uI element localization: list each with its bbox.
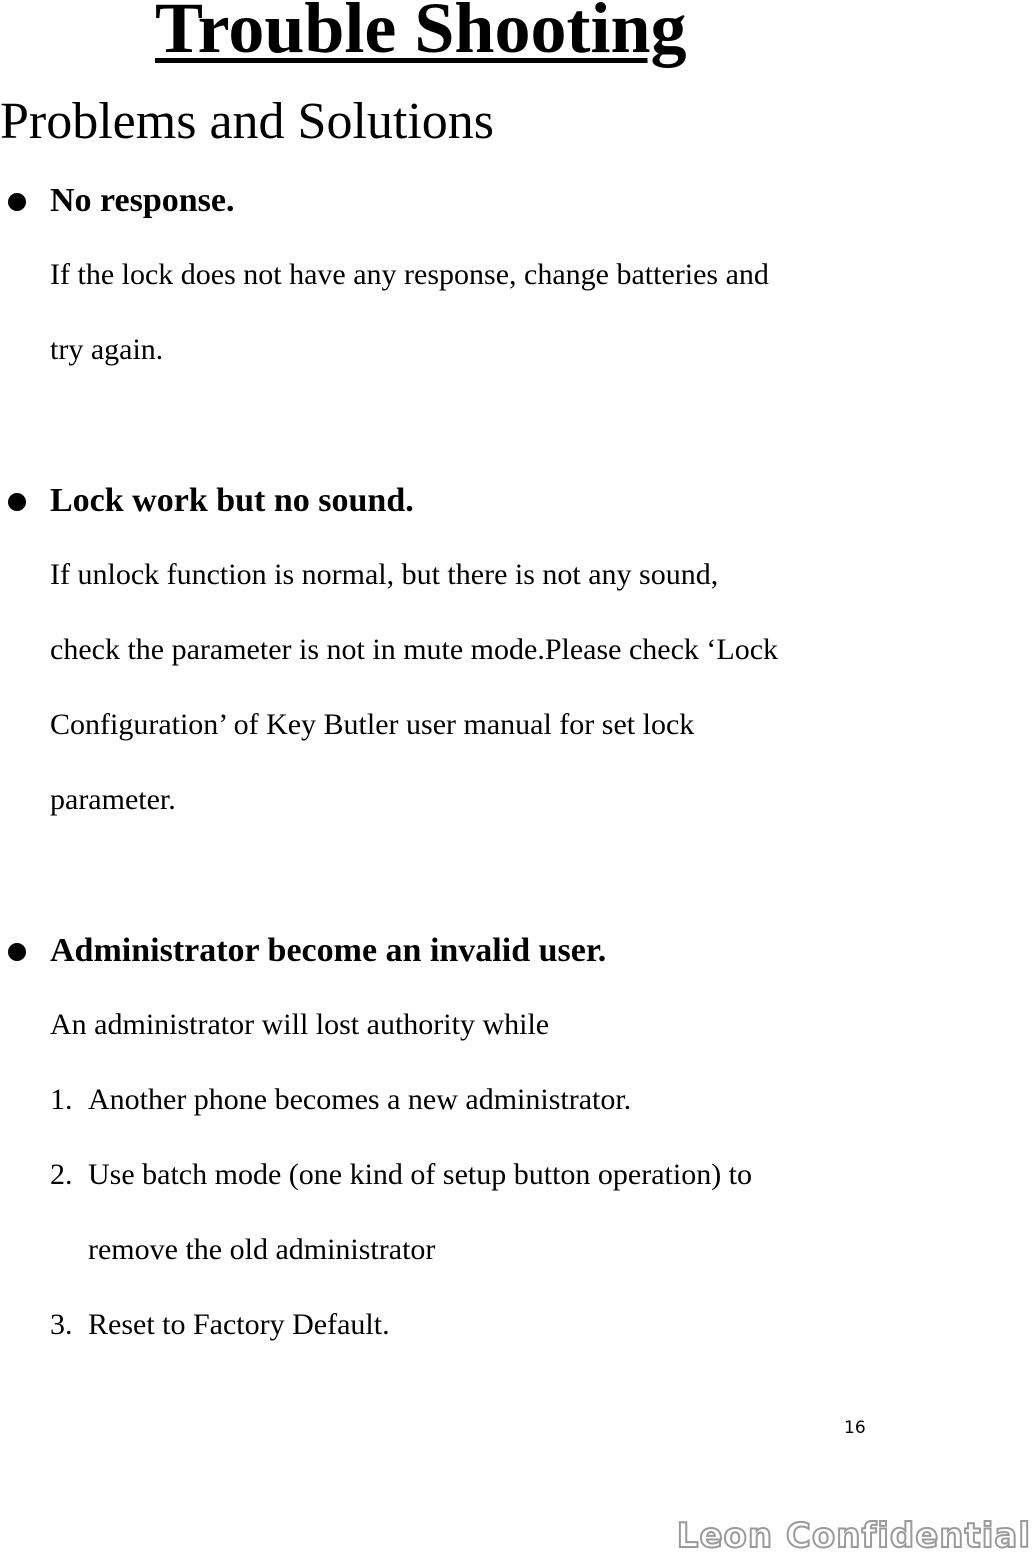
problem-heading: Lock work but no sound.	[50, 482, 414, 519]
problem-heading: Administrator become an invalid user.	[50, 932, 607, 969]
list-number: 1.	[50, 1083, 73, 1116]
list-item-text: remove the old administrator	[88, 1233, 436, 1266]
problem-heading: No response.	[50, 182, 235, 219]
solution-line: If the lock does not have any response, change batteries and	[50, 258, 769, 291]
bullet-icon	[8, 493, 26, 511]
list-number: 3.	[50, 1308, 73, 1341]
list-item-text: Another phone becomes a new administrator.	[88, 1083, 632, 1116]
solution-line: Configuration’ of Key Butler user manual for set lock	[50, 708, 695, 741]
list-item-text: Reset to Factory Default.	[88, 1308, 390, 1341]
solution-line: check the parameter is not in mute mode.Please check ‘Lock	[50, 633, 779, 666]
solution-line: try again.	[50, 333, 164, 366]
page-title: Trouble Shooting	[155, 0, 687, 68]
page-number: 16	[844, 1418, 866, 1438]
solution-line: parameter.	[50, 783, 176, 816]
solution-line: An administrator will lost authority while	[50, 1008, 550, 1041]
confidential-watermark: Leon Confidential	[676, 1516, 1031, 1556]
list-item-text: Use batch mode (one kind of setup button operation) to	[88, 1158, 753, 1191]
bullet-icon	[8, 943, 26, 961]
solution-line: If unlock function is normal, but there is not any sound,	[50, 558, 719, 591]
bullet-icon	[8, 193, 26, 211]
section-heading: Problems and Solutions	[0, 93, 495, 150]
list-number: 2.	[50, 1158, 73, 1191]
